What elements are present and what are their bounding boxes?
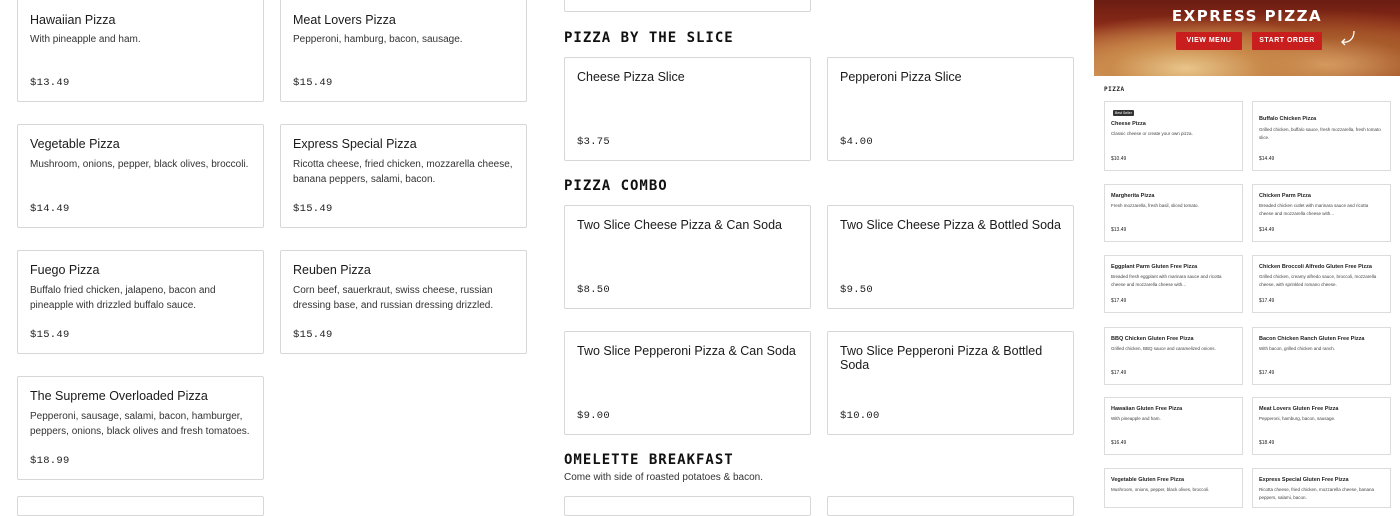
combo-card-cheese-can[interactable]	[564, 205, 811, 309]
item-price: $3.75	[577, 136, 611, 148]
preview-card-vegetable-gf[interactable]	[1104, 468, 1243, 508]
omelette-card-2[interactable]	[827, 496, 1074, 516]
curved-arrow-icon	[1338, 28, 1358, 48]
menu-card-partial-top[interactable]	[564, 0, 811, 12]
preview-item-name: Meat Lovers Gluten Free Pizza	[1259, 406, 1339, 412]
preview-item-name: Eggplant Parm Gluten Free Pizza	[1111, 264, 1198, 270]
item-name: Two Slice Pepperoni Pizza & Bottled Soda	[840, 344, 1043, 372]
slice-card-cheese[interactable]	[564, 57, 811, 161]
item-name: Meat Lovers Pizza	[293, 13, 396, 27]
item-price: $10.00	[840, 410, 880, 422]
section-title-omelette: OMELETTE BREAKFAST	[564, 452, 734, 468]
menu-card-vegetable[interactable]	[17, 124, 264, 228]
preview-card-meat-lovers-gf[interactable]	[1252, 397, 1391, 455]
combo-card-cheese-bottled[interactable]	[827, 205, 1074, 309]
item-name: Two Slice Pepperoni Pizza & Can Soda	[577, 344, 796, 358]
preview-item-desc: Breaded chicken cutlet with marinara sauce and ricotta cheese and mozzarella cheese with...	[1259, 203, 1369, 216]
preview-item-price: $18.49	[1259, 440, 1275, 446]
menu-card-express-special[interactable]	[280, 124, 527, 228]
combo-card-pepperoni-can[interactable]	[564, 331, 811, 435]
preview-item-price: $14.49	[1259, 156, 1275, 162]
item-price: $15.49	[293, 203, 333, 215]
item-desc: With pineapple and ham.	[30, 34, 141, 45]
menu-card-fuego[interactable]	[17, 250, 264, 354]
preview-card-chicken-parm[interactable]	[1252, 184, 1391, 242]
item-price: $15.49	[30, 329, 70, 341]
preview-item-price: $17.49	[1259, 298, 1275, 304]
preview-item-name: Vegetable Gluten Free Pizza	[1111, 477, 1185, 483]
item-name: The Supreme Overloaded Pizza	[30, 389, 208, 403]
preview-item-name: Chicken Broccoli Alfredo Gluten Free Pizza	[1259, 264, 1372, 270]
preview-item-price: $14.49	[1259, 227, 1275, 233]
preview-item-price: $10.49	[1111, 156, 1127, 162]
item-price: $15.49	[293, 329, 333, 341]
item-price: $9.00	[577, 410, 611, 422]
item-name: Pepperoni Pizza Slice	[840, 70, 962, 84]
item-desc: Corn beef, sauerkraut, swiss cheese, russian dressing base, and russian dressing drizzled.	[293, 285, 494, 311]
item-name: Reuben Pizza	[293, 263, 371, 277]
preview-card-cheese[interactable]	[1104, 101, 1243, 171]
item-name: Express Special Pizza	[293, 137, 417, 151]
view-menu-button[interactable]: VIEW MENU	[1176, 32, 1242, 50]
preview-item-name: Chicken Parm Pizza	[1259, 193, 1311, 199]
menu-card-reuben[interactable]	[280, 250, 527, 354]
item-price: $13.49	[30, 77, 70, 89]
item-price: $4.00	[840, 136, 874, 148]
item-name: Fuego Pizza	[30, 263, 100, 277]
omelette-card-1[interactable]	[564, 496, 811, 516]
preview-item-name: BBQ Chicken Gluten Free Pizza	[1111, 336, 1194, 342]
item-name: Hawaiian Pizza	[30, 13, 116, 27]
preview-item-price: $17.49	[1259, 370, 1275, 376]
preview-card-chicken-broccoli-alfredo-gf[interactable]	[1252, 255, 1391, 313]
item-name: Two Slice Cheese Pizza & Bottled Soda	[840, 218, 1061, 232]
section-subtitle-omelette: Come with side of roasted potatoes & bacon.	[564, 472, 764, 483]
best-seller-badge: Best Seller	[1115, 111, 1132, 115]
preview-item-desc: Ricotta cheese, fried chicken, mozzarella cheese, banana peppers, salami, bacon.	[1259, 487, 1375, 500]
menu-card-meat-lovers[interactable]	[280, 0, 527, 102]
preview-item-desc: Classic cheese or create your own pizza.	[1111, 131, 1193, 136]
slice-card-pepperoni[interactable]	[827, 57, 1074, 161]
preview-item-desc: Grilled chicken, creamy alfredo sauce, broccoli, mozzarella cheese, with sprinkled romano cheese.	[1259, 274, 1377, 287]
menu-card-supreme-overloaded[interactable]	[17, 376, 264, 480]
item-desc: Ricotta cheese, fried chicken, mozzarella cheese, banana peppers, salami, bacon.	[293, 159, 513, 185]
hero-title: EXPRESS PIZZA	[1171, 7, 1323, 25]
item-desc: Mushroom, onions, pepper, black olives, broccoli.	[30, 159, 249, 170]
preview-item-name: Buffalo Chicken Pizza	[1259, 116, 1317, 122]
preview-item-desc: Breaded fresh eggplant with marinara sauce and ricotta cheese and mozzarella cheese with...	[1111, 274, 1222, 287]
preview-item-price: $17.49	[1111, 298, 1127, 304]
preview-item-name: Cheese Pizza	[1111, 121, 1146, 127]
preview-item-price: $13.49	[1111, 227, 1127, 233]
combo-card-pepperoni-bottled[interactable]	[827, 331, 1074, 435]
preview-item-desc: With pineapple and ham.	[1111, 416, 1161, 421]
item-price: $9.50	[840, 284, 874, 296]
item-name: Two Slice Cheese Pizza & Can Soda	[577, 218, 782, 232]
item-price: $15.49	[293, 77, 333, 89]
preview-card-margherita[interactable]	[1104, 184, 1243, 242]
section-title-slice: PIZZA BY THE SLICE	[564, 30, 734, 46]
hero-banner	[1094, 0, 1400, 76]
preview-card-buffalo-chicken[interactable]	[1252, 101, 1391, 171]
preview-item-price: $16.49	[1111, 440, 1127, 446]
preview-item-desc: Grilled chicken, buffalo sauce, fresh mozzarella, fresh tomato slice.	[1259, 127, 1381, 140]
item-price: $14.49	[30, 203, 70, 215]
menu-card-hawaiian[interactable]	[17, 0, 264, 102]
preview-card-bacon-chicken-ranch-gf[interactable]	[1252, 327, 1391, 385]
preview-item-name: Margherita Pizza	[1111, 193, 1155, 199]
item-desc: Buffalo fried chicken, jalapeno, bacon and pineapple with drizzled buffalo sauce.	[30, 285, 216, 311]
preview-item-desc: Grilled chicken, BBQ sauce and caramelized onions.	[1111, 346, 1216, 351]
preview-card-hawaiian-gf[interactable]	[1104, 397, 1243, 455]
preview-card-bbq-chicken-gf[interactable]	[1104, 327, 1243, 385]
item-name: Cheese Pizza Slice	[577, 70, 685, 84]
item-desc: Pepperoni, hamburg, bacon, sausage.	[293, 34, 463, 45]
preview-section-label: PIZZA	[1104, 86, 1125, 93]
item-price: $18.99	[30, 455, 70, 467]
preview-card-eggplant-parm-gf[interactable]	[1104, 255, 1243, 313]
preview-item-name: Bacon Chicken Ranch Gluten Free Pizza	[1259, 336, 1365, 342]
section-title-combo: PIZZA COMBO	[564, 178, 668, 194]
preview-item-desc: With bacon, grilled chicken and ranch.	[1259, 346, 1336, 351]
item-price: $8.50	[577, 284, 611, 296]
menu-card-partial[interactable]	[17, 496, 264, 516]
preview-item-name: Hawaiian Gluten Free Pizza	[1111, 406, 1183, 412]
preview-item-name: Express Special Gluten Free Pizza	[1259, 477, 1349, 483]
item-name: Vegetable Pizza	[30, 137, 120, 151]
start-order-button[interactable]: START ORDER	[1252, 32, 1322, 50]
preview-card-express-special-gf[interactable]	[1252, 468, 1391, 508]
preview-item-desc: Mushroom, onions, pepper, black olives, broccoli.	[1111, 487, 1210, 492]
preview-item-desc: Fresh mozzarella, fresh basil, sliced tomato.	[1111, 203, 1199, 208]
item-desc: Pepperoni, sausage, salami, bacon, hamburger, peppers, onions, black olives and fresh tomatoes.	[30, 411, 250, 437]
preview-item-desc: Pepperoni, hamburg, bacon, sausage.	[1259, 416, 1336, 421]
preview-item-price: $17.49	[1111, 370, 1127, 376]
